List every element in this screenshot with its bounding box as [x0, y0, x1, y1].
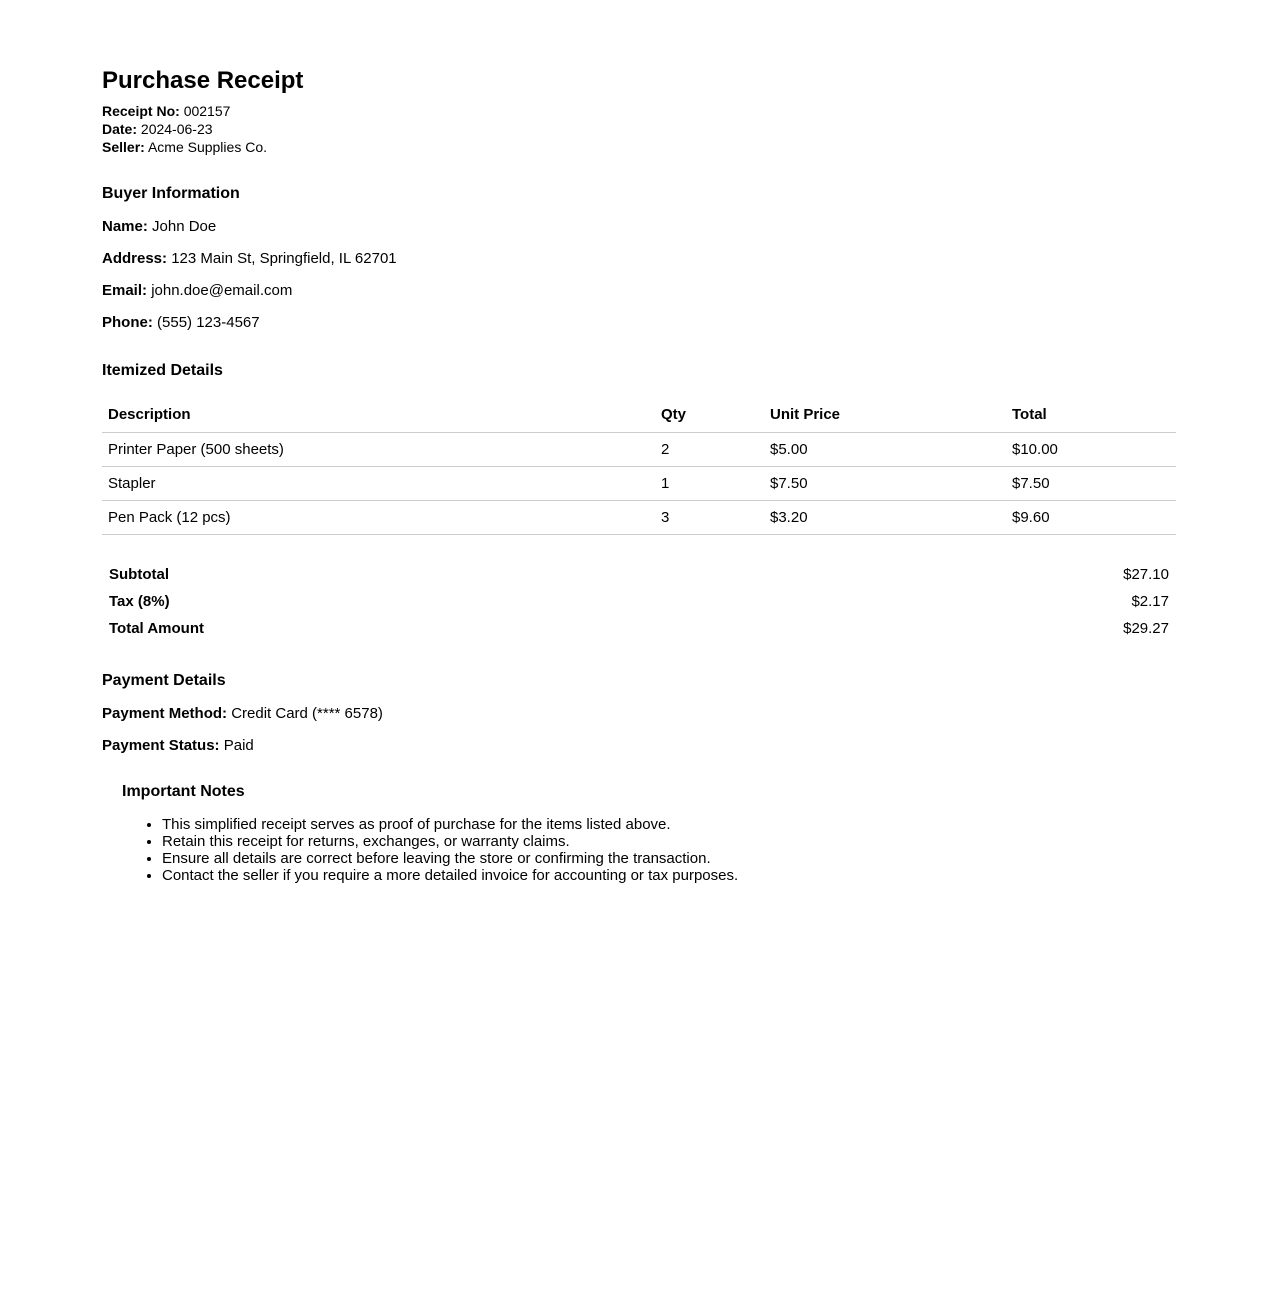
- table-row: [102, 467, 1176, 501]
- item-description: Printer Paper (500 sheets): [102, 433, 655, 467]
- item-description: Pen Pack (12 pcs): [102, 501, 655, 535]
- item-qty: 2: [655, 433, 764, 467]
- buyer-heading: Buyer Information: [102, 185, 240, 202]
- buyer-phone-label: Phone:: [102, 314, 153, 331]
- receipt-page: [102, 0, 1176, 884]
- item-description: Stapler: [102, 467, 655, 501]
- buyer-phone: [102, 314, 1176, 332]
- buyer-email-value: john.doe@email.com: [151, 282, 293, 299]
- tax-label: Tax (8%): [109, 593, 170, 610]
- notes-list: [122, 816, 1176, 884]
- receipt-number: [102, 102, 1176, 120]
- notes-heading: Important Notes: [122, 783, 245, 800]
- page-title: Purchase Receipt: [102, 67, 304, 94]
- receipt-number-label: Receipt No:: [102, 103, 180, 119]
- receipt-date-label: Date:: [102, 121, 138, 137]
- items-section: [102, 361, 1176, 642]
- list-item: • This simplified receipt serves as proof of purchase for the items listed above.: [162, 816, 1176, 833]
- buyer-email: [102, 282, 1176, 300]
- receipt-number-value: 002157: [183, 103, 231, 119]
- receipt-date: [102, 120, 1176, 138]
- item-total: $10.00: [1006, 433, 1176, 467]
- buyer-address: [102, 250, 1176, 268]
- subtotal-row: [102, 561, 1176, 588]
- item-unit-price: $7.50: [764, 467, 1006, 501]
- column-header-unit-price: Unit Price: [764, 398, 1006, 433]
- totals-table: [102, 561, 1176, 642]
- tax-row: [102, 588, 1176, 615]
- payment-heading: Payment Details: [102, 672, 226, 689]
- receipt-date-value: 2024-06-23: [140, 121, 213, 137]
- total-amount-value: $29.27: [1123, 620, 1169, 637]
- item-qty: 1: [655, 467, 764, 501]
- buyer-address-label: Address:: [102, 250, 168, 267]
- table-row: [102, 501, 1176, 535]
- buyer-name: [102, 218, 1176, 236]
- subtotal-label: Subtotal: [109, 566, 169, 583]
- list-item: • Contact the seller if you require a more detailed invoice for accounting or tax purposes.: [162, 867, 1176, 884]
- total-amount-row: [102, 615, 1176, 642]
- buyer-name-label: Name:: [102, 218, 148, 235]
- total-amount-label: Total Amount: [109, 620, 204, 637]
- column-header-description: Description: [102, 398, 655, 433]
- subtotal-value: $27.10: [1123, 566, 1169, 583]
- item-qty: 3: [655, 501, 764, 535]
- payment-method-label: Payment Method:: [102, 705, 228, 722]
- item-total: $9.60: [1006, 501, 1176, 535]
- list-item: • Ensure all details are correct before leaving the store or confirming the transaction.: [162, 850, 1176, 867]
- payment-status-label: Payment Status:: [102, 737, 220, 754]
- items-header-row: [102, 398, 1176, 433]
- items-heading: Itemized Details: [102, 362, 223, 379]
- receipt-seller-value: Acme Supplies Co.: [147, 139, 267, 155]
- item-unit-price: $5.00: [764, 433, 1006, 467]
- buyer-email-label: Email:: [102, 282, 148, 299]
- table-row: [102, 433, 1176, 467]
- notes-section: [122, 782, 1176, 884]
- payment-status-value: Paid: [223, 737, 254, 754]
- receipt-seller: [102, 138, 1176, 156]
- buyer-phone-value: (555) 123-4567: [157, 314, 260, 331]
- tax-value: $2.17: [1131, 593, 1169, 610]
- payment-status: [102, 737, 1176, 755]
- buyer-name-value: John Doe: [152, 218, 217, 235]
- column-header-qty: Qty: [655, 398, 764, 433]
- payment-method: [102, 705, 1176, 723]
- items-table: [102, 398, 1176, 535]
- item-total: $7.50: [1006, 467, 1176, 501]
- payment-method-value: Credit Card (**** 6578): [231, 705, 383, 722]
- item-unit-price: $3.20: [764, 501, 1006, 535]
- list-item: • Retain this receipt for returns, exchanges, or warranty claims.: [162, 833, 1176, 850]
- buyer-address-value: 123 Main St, Springfield, IL 62701: [171, 250, 397, 267]
- buyer-section: [102, 184, 1176, 332]
- receipt-seller-label: Seller:: [102, 139, 145, 155]
- payment-section: [102, 671, 1176, 755]
- column-header-total: Total: [1006, 398, 1176, 433]
